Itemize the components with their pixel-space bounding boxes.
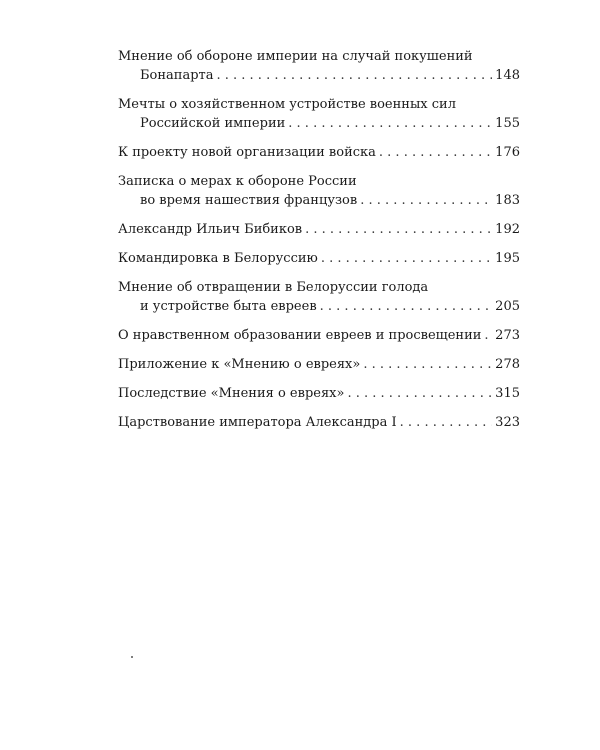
toc-entry-title: О нравственном образовании евреев и просвещении <box>118 328 482 343</box>
dot-leader <box>484 326 492 345</box>
scan-speck <box>131 656 133 658</box>
toc-entry-title-line: Мечты о хозяйственном устройстве военных сил <box>118 97 456 112</box>
toc-page-number: 205 <box>495 299 520 314</box>
toc-entry <box>118 220 520 239</box>
toc-entry <box>118 413 520 432</box>
dot-leader <box>305 220 492 239</box>
dot-leader <box>320 297 493 316</box>
table-of-contents <box>118 47 520 442</box>
toc-entry <box>118 278 520 316</box>
toc-entry-title: Командировка в Белоруссию <box>118 251 318 266</box>
toc-entry <box>118 47 520 85</box>
toc-entry <box>118 95 520 133</box>
toc-entry-title-line: Мнение об обороне империи на случай покушений <box>118 49 473 64</box>
dot-leader <box>321 249 492 268</box>
toc-page-number: 323 <box>495 415 520 430</box>
dot-leader <box>216 66 492 85</box>
toc-entry <box>118 326 520 345</box>
toc-entry <box>118 172 520 210</box>
dot-leader <box>400 413 493 432</box>
toc-entry-title-line: во время нашествия французов <box>140 193 358 208</box>
toc-entry-title: Приложение к «Мнению о евреях» <box>118 357 361 372</box>
toc-entry-title-line: и устройстве быта евреев <box>140 299 317 314</box>
toc-page-number: 176 <box>495 145 520 160</box>
toc-entry-title: Царствование императора Александра I <box>118 415 397 430</box>
toc-entry-title-line: Российской империи <box>140 116 286 131</box>
dot-leader <box>288 114 492 133</box>
toc-entry-title: Александр Ильич Бибиков <box>118 222 303 237</box>
toc-page-number: 195 <box>495 251 520 266</box>
toc-page-number: 148 <box>495 68 520 83</box>
toc-entry-title: Последствие «Мнения о евреях» <box>118 386 345 401</box>
toc-page-number: 315 <box>495 386 520 401</box>
toc-entry <box>118 384 520 403</box>
toc-page-number: 273 <box>495 328 520 343</box>
dot-leader <box>363 355 492 374</box>
toc-entry <box>118 355 520 374</box>
dot-leader <box>347 384 492 403</box>
toc-entry <box>118 143 520 162</box>
dot-leader <box>360 191 492 210</box>
toc-entry-title-line: Мнение об отвращении в Белоруссии голода <box>118 280 429 295</box>
toc-page-number: 278 <box>495 357 520 372</box>
toc-entry-title-line: Записка о мерах к обороне России <box>118 174 357 189</box>
toc-page-number: 155 <box>495 116 520 131</box>
dot-leader <box>379 143 492 162</box>
toc-page-number: 192 <box>495 222 520 237</box>
toc-page-number: 183 <box>495 193 520 208</box>
toc-entry-title: К проекту новой организации войска <box>118 145 376 160</box>
toc-entry-title-line: Бонапарта <box>140 68 214 83</box>
toc-entry <box>118 249 520 268</box>
